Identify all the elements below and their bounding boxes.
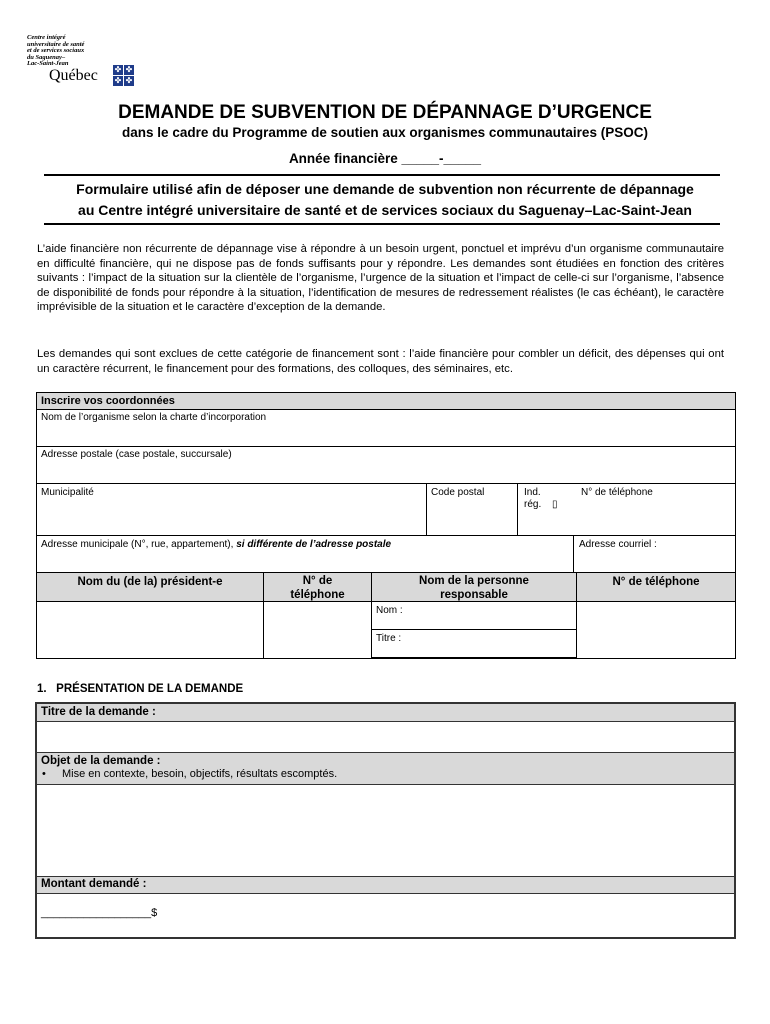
quebec-flag-icon: ✤ ✤✤ ✤ (114, 65, 133, 85)
amount-label: Montant demandé : (41, 878, 147, 890)
phone-field[interactable] (517, 483, 736, 536)
amount-field[interactable] (37, 894, 734, 937)
name-label: Nom : (376, 605, 403, 616)
email-field[interactable] (573, 535, 736, 573)
contact-section (36, 392, 736, 660)
contact-title-cell[interactable] (371, 629, 577, 659)
quebec-wordmark: Québec (49, 67, 98, 84)
civic-address-note: si différente de l’adresse postale (236, 539, 392, 550)
contact-phone-header-cell (576, 572, 736, 602)
contact-person-header-cell (371, 572, 577, 602)
request-title-bar (37, 704, 734, 722)
president-phone-header-cell (263, 572, 372, 602)
postal-address-field[interactable] (36, 446, 736, 484)
postal-code-label: Code postal (431, 487, 485, 498)
contact-heading-bar (36, 392, 736, 410)
area-code-label: Ind. rég. (524, 487, 542, 510)
bullet-icon: • (42, 768, 46, 780)
organization-logo-text: Centre intégré universitaire de santé et de services sociaux du Saguenay– Lac-Saint-Jean (27, 34, 85, 67)
amount-bar (37, 877, 734, 894)
amount-line: __________________$ (41, 907, 158, 919)
civic-address-label: Adresse municipale (N°, rue, appartement), si différente de l’adresse postale (41, 539, 392, 550)
divider-top (44, 174, 720, 176)
president-name-cell[interactable] (36, 601, 264, 659)
president-phone-cell[interactable] (263, 601, 372, 659)
page-subtitle: dans le cadre du Programme de soutien aux organismes communautaires (PSOC) (122, 125, 648, 140)
contact-person-header: Nom de la personne responsable (419, 575, 529, 601)
contact-name-cell[interactable] (371, 601, 577, 630)
request-object-field[interactable] (37, 785, 734, 877)
page-title: DEMANDE DE SUBVENTION DE DÉPANNAGE D’URGENCE (118, 102, 652, 123)
request-title-field[interactable] (37, 722, 734, 753)
president-header: Nom du (de la) président-e (77, 576, 223, 588)
divider-bottom (44, 223, 720, 225)
section-1-box (35, 702, 736, 939)
email-label: Adresse courriel : (579, 539, 657, 550)
postal-code-field[interactable] (426, 483, 518, 536)
title-label: Titre : (376, 633, 402, 644)
request-object-bar (37, 753, 734, 785)
civic-address-field[interactable] (36, 535, 574, 573)
purpose-line-2: au Centre intégré universitaire de santé et de services sociaux du Saguenay–Lac-Saint-Jean (78, 202, 692, 218)
phone-label: N° de téléphone (581, 487, 653, 498)
municipality-label: Municipalité (41, 487, 94, 498)
area-code-glyph: ▯ (552, 499, 558, 510)
contact-heading: Inscrire vos coordonnées (41, 395, 175, 407)
request-object-label: Objet de la demande : (41, 755, 161, 767)
postal-address-label: Adresse postale (case postale, succursale) (41, 449, 232, 460)
president-header-cell (36, 572, 264, 602)
request-title-label: Titre de la demande : (41, 706, 156, 718)
section-1-heading: 1. PRÉSENTATION DE LA DEMANDE (37, 683, 244, 695)
president-phone-header: N° de téléphone (290, 575, 345, 601)
purpose-line-1: Formulaire utilisé afin de déposer une demande de subvention non récurrente de dépannage (76, 181, 694, 197)
org-name-label: Nom de l’organisme selon la charte d’incorporation (41, 412, 267, 423)
intro-paragraph-2: Les demandes qui sont exclues de cette catégorie de financement sont : l’aide financière pour combler un déficit, des dépenses qui ont un caractère récurrent, le financement pour des formations, des colloques, des séminaires, etc. (37, 348, 724, 375)
contact-phone-cell[interactable] (576, 601, 736, 659)
org-name-field[interactable] (36, 409, 736, 447)
contact-phone-header: N° de téléphone (612, 576, 700, 588)
request-object-hint: Mise en contexte, besoin, objectifs, résultats escomptés. (62, 768, 338, 780)
fiscal-year: Année financière _____-_____ (288, 151, 482, 166)
municipality-field[interactable] (36, 483, 427, 536)
intro-paragraph-1: L’aide financière non récurrente de dépannage vise à répondre à un besoin urgent, ponctuel et imprévu d’un organisme communautaire en difficulté financière, qui ne dispose pas de fonds suffisants pour y répondre. Les demandes sont étudiées en fonction des critères suivants : l’impact de la situation sur la clientèle de l’organisme, l’urgence de la situation et l’impact de celle-ci sur l’organisme, l’absence de disponibilité de fonds pour répondre à la situation, l’identification de mesures de redressement réalistes (le cas échéant), le caractère imprévisible de la situation et le caractère d’exception de la demande. (37, 243, 724, 314)
